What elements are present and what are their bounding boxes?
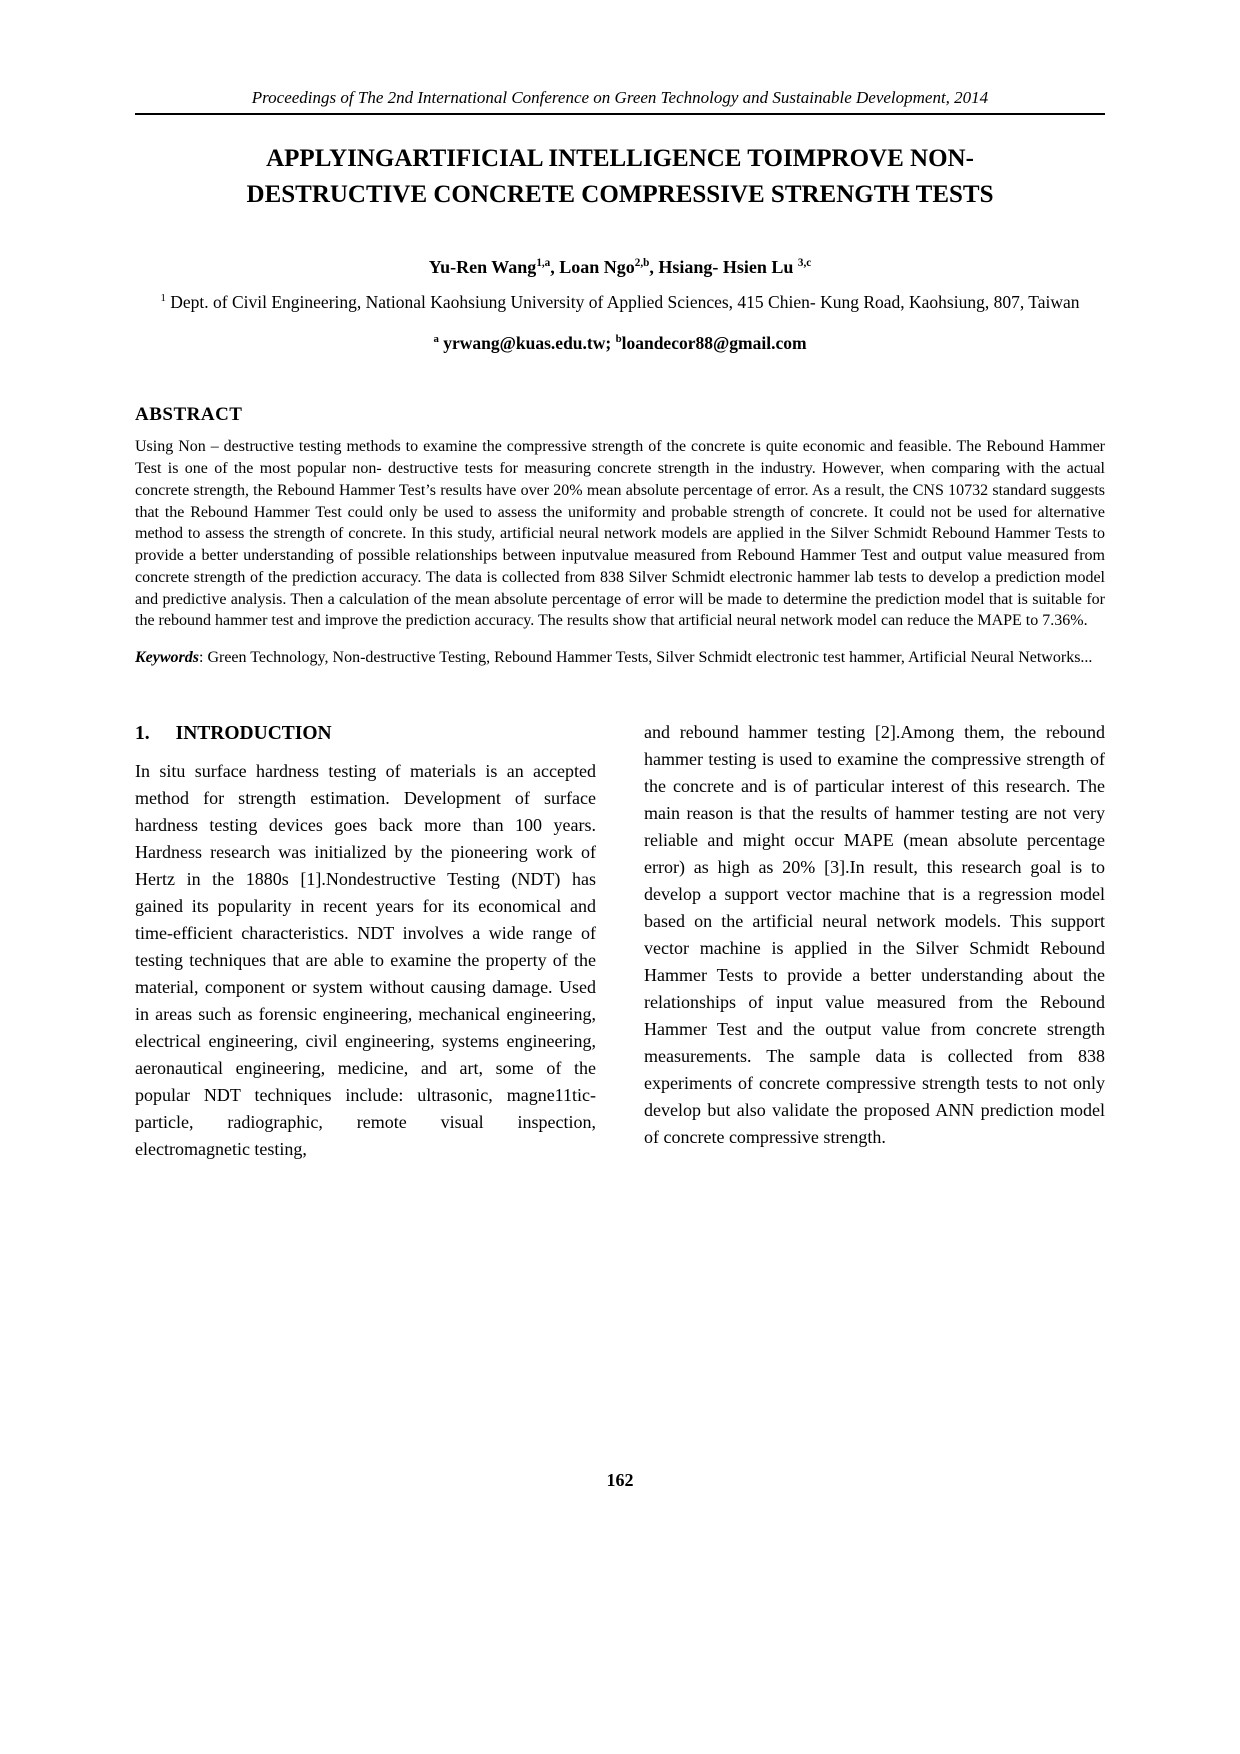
email-b-marker: b (615, 333, 622, 346)
section-1-heading (135, 719, 596, 748)
author-1-affiliation-marker: 1,a (536, 257, 551, 269)
email-a-marker: a (433, 333, 439, 346)
email-b: loandecor88@gmail.com (621, 333, 807, 354)
author-3-affiliation-marker: 3,c (797, 257, 812, 269)
affiliation-marker: 1 (160, 292, 166, 305)
author-3 (658, 257, 811, 277)
abstract-body: Using Non – destructive testing methods to examine the compressive strength of the concrete is quite economic and feasible. The Rebound Hammer Test is one of the most popular non- destructive tests for measuring concrete strength in the industry. However, when comparing with the actual concrete strength, the Rebound Hammer Test’s results have over 20% mean absolute percentage of error. As a result, the CNS 10732 standard suggests that the Rebound Hammer Test could only be used to assess the uniformity and probable strength of concrete. It could not be used for alternative method to assess the strength of concrete. In this study, artificial neural network models are applied in the Silver Schmidt Rebound Hammer Tests to provide a better understanding of possible relationships between inputvalue measured from Rebound Hammer Test and output value measured from concrete strength of the prediction accuracy. The data is collected from 838 Silver Schmidt electronic hammer lab tests to develop a prediction model and predictive analysis. Then a calculation of the mean absolute percentage of error will be made to determine the prediction model that is suitable for the rebound hammer test and improve the prediction accuracy. The results show that artificial neural network model can reduce the MAPE to 7.36%. (135, 438, 1105, 630)
introduction-paragraph-right: and rebound hammer testing [2].Among them, the rebound hammer testing is used to examine the compressive strength of the concrete and is of particular interest of this research. The main reason is that the results of hammer testing are not very reliable and might occur MAPE (mean absolute percentage error) as high as 20% [3].In result, this research goal is to develop a support vector machine that is a regression model based on the artificial neural network models. This support vector machine is applied in the Silver Schmidt Rebound Hammer Tests to provide a better understanding about the relationships of input value measured from the Rebound Hammer Test and the output value from concrete strength measurements. The sample data is collected from 838 experiments of concrete compressive strength tests to not only develop but also validate the proposed ANN prediction model of concrete compressive strength. (644, 721, 1105, 1147)
author-1-name: Yu-Ren Wang (428, 257, 537, 277)
author-1 (429, 257, 560, 277)
author-separator: , (550, 257, 560, 277)
section-1-number: 1. (135, 722, 150, 744)
author-2-name: Loan Ngo (559, 257, 635, 277)
author-2-affiliation-marker: 2,b (634, 257, 650, 269)
abstract-heading: ABSTRACT (135, 404, 243, 426)
email-a: yrwang@kuas.edu.tw; (438, 333, 616, 354)
author-2 (559, 257, 658, 277)
two-column-body (135, 719, 1105, 1163)
page-number: 162 (606, 1470, 634, 1490)
proceedings-title: Proceedings of The 2nd International Conference on Green Technology and Sustainable Development, 2014 (251, 88, 989, 107)
paper-title (135, 141, 1105, 212)
right-column (644, 719, 1105, 1163)
running-header (135, 88, 1105, 115)
keywords-text: : Green Technology, Non-destructive Testing, Rebound Hammer Tests, Silver Schmidt electronic test hammer, Artificial Neural Networks... (199, 649, 1093, 667)
paper-title-line1: APPLYINGARTIFICIAL INTELLIGENCE TOIMPROVE NON- (266, 145, 974, 172)
left-column (135, 719, 596, 1163)
author-separator: , (649, 257, 659, 277)
paper-title-line2: DESTRUCTIVE CONCRETE COMPRESSIVE STRENGTH TESTS (246, 180, 994, 208)
author-3-name: Hsiang- Hsien Lu (658, 257, 798, 277)
affiliation (135, 290, 1105, 315)
keywords-label: Keywords (135, 649, 199, 667)
keywords-line (135, 647, 1105, 669)
introduction-paragraph-left: In situ surface hardness testing of materials is an accepted method for strength estimation. Development of surface hardness testing devices goes back more than 100 years. Hardness research was initialized by the pioneering work of Hertz in the 1880s [1].Nondestructive Testing (NDT) has gained its popularity in recent years for its economical and time-efficient characteristics. NDT involves a wide range of testing techniques that are able to examine the property of the material, component or system without causing damage. Used in areas such as forensic engineering, mechanical engineering, electrical engineering, civil engineering, systems engineering, aeronautical engineering, medicine, and art, some of the popular NDT techniques include: ultrasonic, magne11tic-particle, radiographic, remote visual inspection, electromagnetic testing, (135, 761, 596, 1160)
affiliation-text: Dept. of Civil Engineering, National Kaohsiung University of Applied Sciences, 415 Chien- Kung Road, Kaohsiung, 807, Taiwan (165, 292, 1080, 312)
email-line (135, 333, 1105, 354)
author-list (135, 257, 1105, 278)
section-1-title: INTRODUCTION (175, 722, 332, 744)
